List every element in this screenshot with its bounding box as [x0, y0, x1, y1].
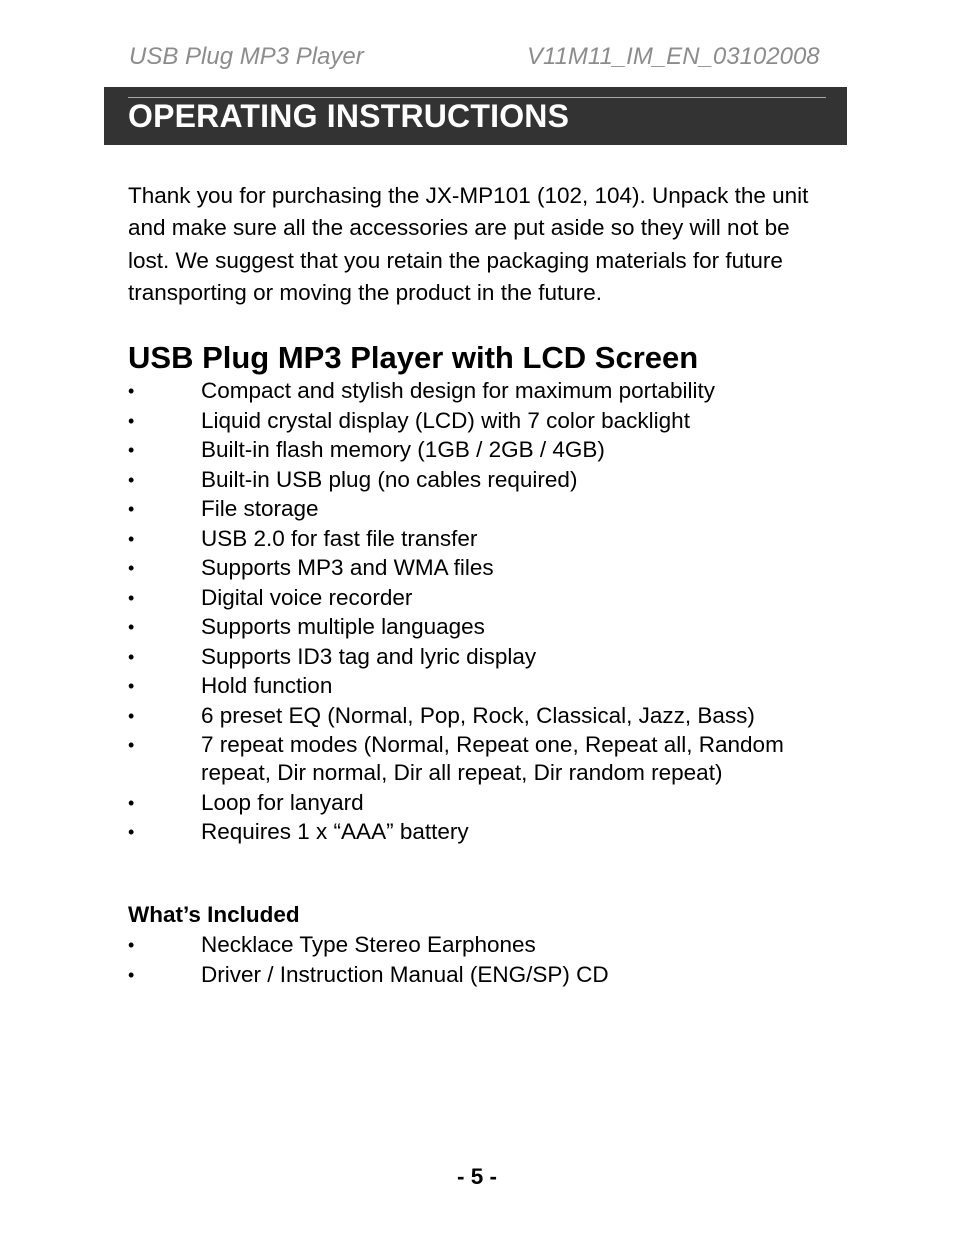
feature-item: [128, 702, 828, 730]
document-version-header: V11M11_IM_EN_03102008: [527, 43, 820, 70]
feature-item: [128, 436, 828, 464]
bullet-icon: •: [128, 469, 135, 490]
included-item: [128, 961, 828, 989]
feature-item: [128, 466, 828, 494]
feature-list: [128, 377, 828, 848]
feature-item: [128, 377, 828, 405]
bullet-icon: •: [128, 528, 135, 549]
feature-text: 6 preset EQ (Normal, Pop, Rock, Classical, Jazz, Bass): [201, 702, 755, 728]
bullet-icon: •: [128, 735, 135, 755]
feature-text: File storage: [201, 496, 319, 521]
feature-text: Requires 1 x “AAA” battery: [201, 819, 469, 844]
feature-item: [128, 818, 828, 846]
feature-item: [128, 495, 828, 523]
included-text: Necklace Type Stereo Earphones: [201, 932, 536, 957]
bullet-icon: •: [128, 676, 135, 696]
feature-text: Supports ID3 tag and lyric display: [201, 643, 537, 669]
feature-text: Loop for lanyard: [201, 789, 364, 815]
feature-text: Built-in USB plug (no cables required): [201, 466, 578, 492]
feature-text: Compact and stylish design for maximum portability: [201, 378, 715, 403]
feature-item: [128, 554, 828, 582]
feature-item: [128, 407, 828, 435]
banner-title: OPERATING INSTRUCTIONS: [128, 98, 570, 134]
feature-item: [128, 731, 828, 787]
bullet-icon: •: [128, 792, 135, 813]
feature-text: USB 2.0 for fast file transfer: [201, 525, 478, 551]
feature-text: Digital voice recorder: [201, 584, 413, 610]
feature-item: [128, 584, 828, 612]
bullet-icon: •: [128, 935, 135, 955]
included-item: [128, 931, 828, 959]
feature-text: Liquid crystal display (LCD) with 7 color backlight: [201, 407, 690, 433]
bullet-icon: •: [128, 587, 135, 608]
feature-text: Supports multiple languages: [201, 614, 485, 639]
feature-text: Built-in flash memory (1GB / 2GB / 4GB): [201, 437, 605, 462]
bullet-icon: •: [128, 381, 135, 401]
document-title-header: USB Plug MP3 Player: [129, 43, 364, 70]
bullet-icon: •: [128, 705, 135, 726]
feature-item: [128, 613, 828, 641]
features-heading: USB Plug MP3 Player with LCD Screen: [128, 340, 699, 375]
feature-item: [128, 525, 828, 553]
feature-text: Hold function: [201, 673, 333, 698]
bullet-icon: •: [128, 822, 135, 842]
included-list: [128, 931, 828, 990]
bullet-icon: •: [128, 646, 135, 667]
page-number: - 5 -: [456, 1164, 497, 1189]
feature-item: [128, 672, 828, 700]
bullet-icon: •: [128, 617, 135, 637]
intro-paragraph: Thank you for purchasing the JX-MP101 (102, 104). Unpack the unit and make sure all the accessories are put aside so they will not be lost. We suggest that you retain the packaging materials for future transporting or moving the product in the future.: [128, 183, 809, 305]
feature-text: Supports MP3 and WMA files: [201, 555, 494, 580]
bullet-icon: •: [128, 410, 135, 431]
bullet-icon: •: [128, 440, 135, 460]
feature-item: [128, 643, 828, 671]
feature-item: [128, 789, 828, 817]
included-text: Driver / Instruction Manual (ENG/SP) CD: [201, 961, 609, 987]
bullet-icon: •: [128, 499, 135, 519]
bullet-icon: •: [128, 964, 135, 985]
whats-included-heading: What’s Included: [128, 902, 300, 927]
feature-text: 7 repeat modes (Normal, Repeat one, Repeat all, Random repeat, Dir normal, Dir all repeat, Dir random repeat): [201, 732, 784, 785]
bullet-icon: •: [128, 558, 135, 578]
